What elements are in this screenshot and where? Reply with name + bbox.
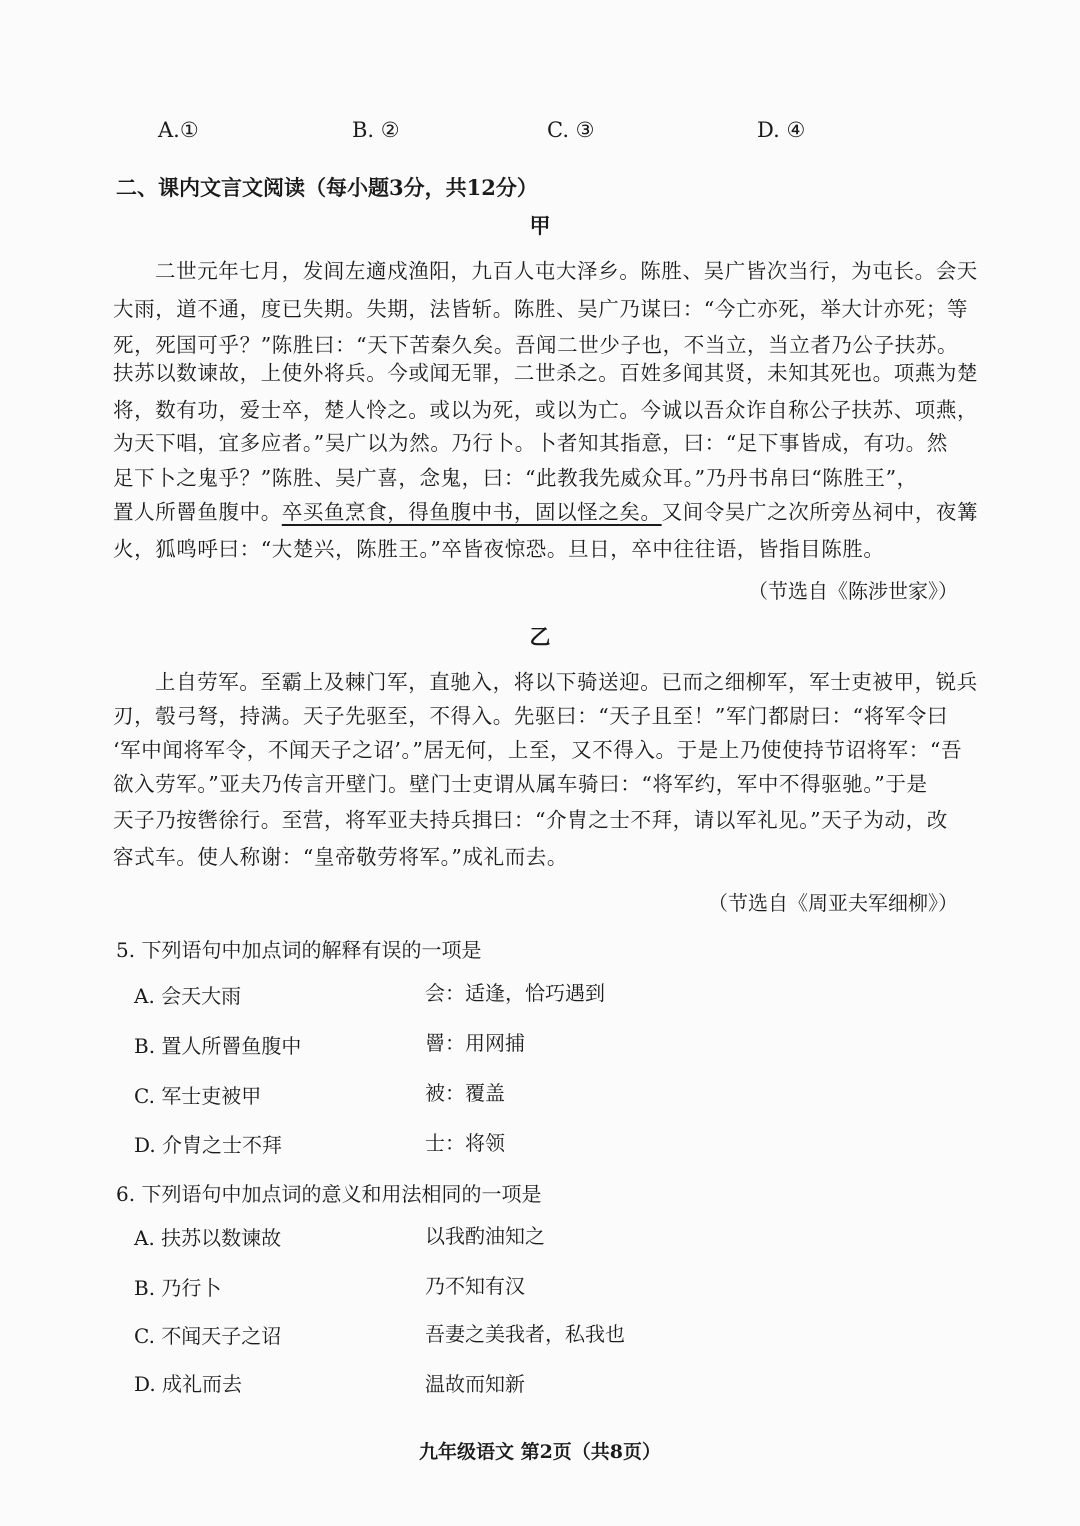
q6-option-b: B. 乃行卜 bbox=[134, 1276, 222, 1300]
underlined-sentence: 卒买鱼烹食，得鱼腹中书，固以怪之矣。 bbox=[281, 500, 662, 524]
q6-compare-b: 乃不知有汉 bbox=[425, 1274, 525, 1298]
passage-yi-title: 乙 bbox=[529, 624, 551, 649]
passage-jia-line: 火，狐鸣呼曰：“大楚兴，陈胜王。”卒皆夜惊恐。旦日，卒中往往语，皆指目陈胜。 bbox=[113, 537, 885, 561]
question-6-title: 6. 下列语句中加点词的意义和用法相同的一项是 bbox=[116, 1182, 542, 1206]
passage-yi-line: 刃，彀弓弩，持满。天子先驱至，不得入。先驱曰：“天子且至！”军门都尉曰：“将军令曰 bbox=[113, 704, 949, 728]
q5-explanation-b: 罾：用网捕 bbox=[425, 1031, 525, 1055]
passage-yi-line: 上自劳军。至霸上及棘门军，直驰入，将以下骑送迎。已而之细柳军，军士吏被甲，锐兵 bbox=[155, 670, 978, 694]
section-heading: 二、课内文言文阅读（每小题3分，共12分） bbox=[116, 175, 538, 200]
q5-option-d: D. 介胄之士不拜 bbox=[134, 1133, 283, 1157]
source-citation: （节选自《陈涉世家》） bbox=[748, 579, 958, 603]
passage-yi-line: 容式车。使人称谢：“皇帝敬劳将军。”成礼而去。 bbox=[113, 845, 569, 869]
passage-jia-line: 大雨，道不通，度已失期。失期，法皆斩。陈胜、吴广乃谋曰：“今亡亦死，举大计亦死；等 bbox=[113, 297, 969, 321]
source-citation: （节选自《周亚夫军细柳》） bbox=[708, 891, 958, 915]
passage-yi-line: 欲入劳军。”亚夫乃传言开壁门。壁门士吏谓从属车骑曰：“将军约，军中不得驱驰。”于是 bbox=[113, 772, 928, 796]
passage-yi-line: ‘军中闻将军令，不闻天子之诏’。”居无何，上至，又不得入。于是上乃使使持节诏将军：“吾 bbox=[113, 738, 963, 762]
q5-explanation-d: 士：将领 bbox=[425, 1131, 505, 1155]
option-a: A.① bbox=[158, 118, 199, 142]
passage-jia-line: 死，死国可乎？”陈胜曰：“天下苦秦久矣。吾闻二世少子也，不当立，当立者乃公子扶苏。 bbox=[113, 333, 959, 357]
passage-jia-line: 为天下唱，宜多应者。”吴广以为然。乃行卜。卜者知其指意，曰：“足下事皆成，有功。然 bbox=[113, 431, 948, 455]
passage-jia-line: 将，数有功，爱士卒，楚人怜之。或以为死，或以为亡。今诚以吾众诈自称公子扶苏、项燕， bbox=[113, 398, 979, 422]
passage-jia-line: 扶苏以数谏故，上使外将兵。今或闻无罪，二世杀之。百姓多闻其贤，未知其死也。项燕为楚 bbox=[113, 361, 979, 385]
q5-option-c: C. 军士吏被甲 bbox=[134, 1084, 262, 1108]
passage-jia-title: 甲 bbox=[529, 213, 551, 238]
option-d: D. ④ bbox=[757, 118, 806, 142]
q5-option-b: B. 置人所罾鱼腹中 bbox=[134, 1034, 302, 1058]
line-text: 置人所罾鱼腹中。 bbox=[113, 500, 282, 524]
q6-option-d: D. 成礼而去 bbox=[134, 1372, 243, 1396]
passage-yi-line: 天子乃按辔徐行。至营，将军亚夫持兵揖曰：“介胄之士不拜，请以军礼见。”天子为动，改 bbox=[113, 808, 948, 832]
q5-explanation-a: 会：适逢，恰巧遇到 bbox=[425, 981, 605, 1005]
q6-option-a: A. 扶苏以数谏故 bbox=[134, 1226, 282, 1250]
option-b: B. ② bbox=[352, 118, 400, 142]
passage-jia-line: 二世元年七月，发闾左適戍渔阳，九百人屯大泽乡。陈胜、吴广皆次当行，为屯长。会天 bbox=[155, 259, 978, 283]
q6-compare-d: 温故而知新 bbox=[425, 1372, 525, 1396]
q6-compare-c: 吾妻之美我者，私我也 bbox=[425, 1322, 625, 1346]
page-footer: 九年级语文 第2页（共8页） bbox=[418, 1441, 662, 1463]
q6-compare-a: 以我酌油知之 bbox=[425, 1224, 545, 1248]
question-5-title: 5. 下列语句中加点词的解释有误的一项是 bbox=[116, 938, 482, 962]
passage-jia-line: 足下卜之鬼乎？”陈胜、吴广喜，念鬼，曰：“此教我先威众耳。”乃丹书帛曰“陈胜王”， bbox=[113, 466, 918, 490]
q5-option-a: A. 会天大雨 bbox=[134, 984, 242, 1008]
line-text: 又间令吴广之次所旁丛祠中，夜篝 bbox=[661, 500, 979, 524]
q6-option-c: C. 不闻天子之诏 bbox=[134, 1324, 282, 1348]
option-c: C. ③ bbox=[547, 118, 595, 142]
q5-explanation-c: 被：覆盖 bbox=[425, 1081, 505, 1105]
passage-jia-line bbox=[113, 495, 978, 525]
